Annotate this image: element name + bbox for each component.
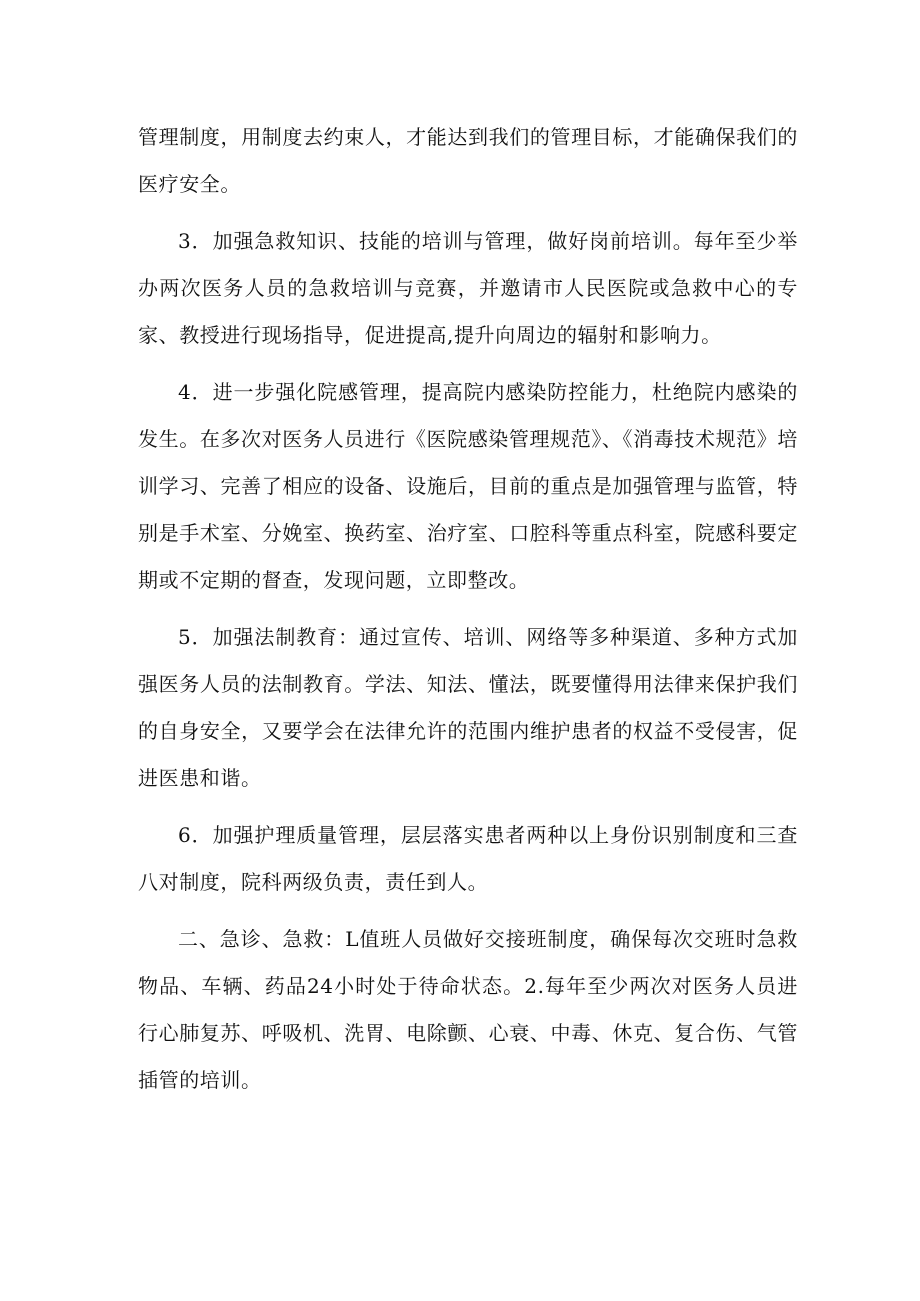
paragraph-item-6: 6．加强护理质量管理，层层落实患者两种以上身份识别制度和三查八对制度，院科两级负责，责任到人。 bbox=[138, 823, 798, 894]
paragraph-item-3: 3．加强急救知识、技能的培训与管理，做好岗前培训。每年至少举办两次医务人员的急救培训与竞赛，并邀请市人民医院或急救中心的专家、教授进行现场指导，促进提高,提升向周边的辐射和影响力。 bbox=[138, 229, 798, 347]
paragraph-item-5: 5．加强法制教育：通过宣传、培训、网络等多种渠道、多种方式加强医务人员的法制教育。学法、知法、懂法，既要懂得用法律来保护我们的自身安全，又要学会在法律允许的范围内维护患者的权益不受侵害，促进医患和谐。 bbox=[138, 625, 798, 790]
paragraph-item-4: 4．进一步强化院感管理，提高院内感染防控能力，杜绝院内感染的发生。在多次对医务人员进行《医院感染管理规范》、《消毒技术规范》培训学习、完善了相应的设备、设施后，目前的重点是加强管理与监管，特别是手术室、分娩室、换药室、治疗室、口腔科等重点科室，院感科要定期或不定期的督查，发现问题，立即整改。 bbox=[138, 380, 798, 592]
paragraph-continuation: 管理制度，用制度去约束人，才能达到我们的管理目标，才能确保我们的医疗安全。 bbox=[138, 125, 798, 196]
paragraph-section-2: 二、急诊、急救：L值班人员做好交接班制度，确保每次交班时急救物品、车辆、药品24小时处于待命状态。2.每年至少两次对医务人员进行心肺复苏、呼吸机、洗胃、电除颤、心衰、中毒、休克、复合伤、气管插管的培训。 bbox=[138, 927, 798, 1092]
document-body bbox=[138, 114, 798, 1114]
